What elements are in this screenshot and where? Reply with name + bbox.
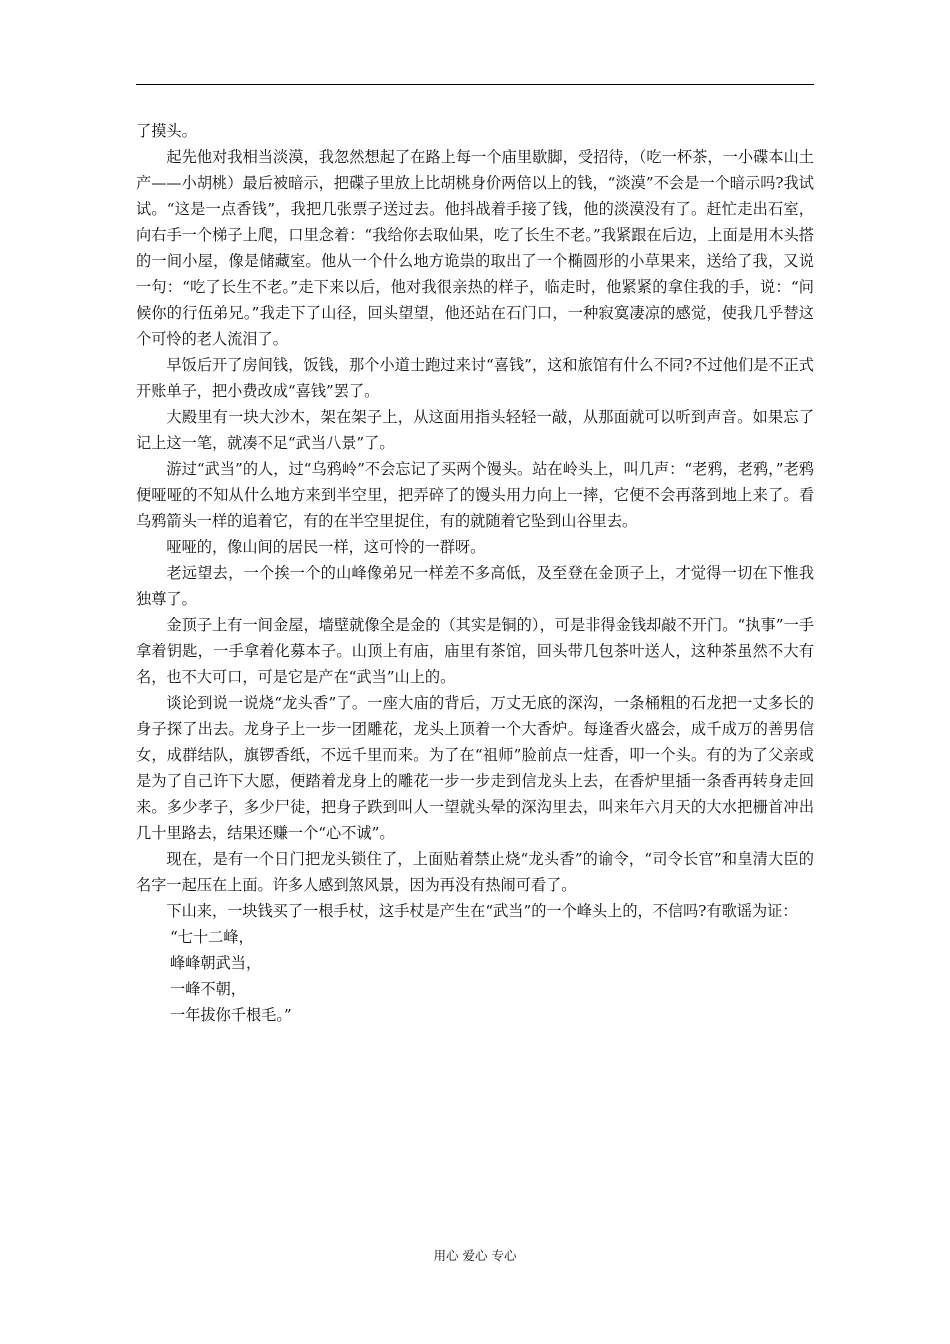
paragraph: 哑哑的，像山间的居民一样，这可怜的一群呀。	[166, 538, 486, 556]
header-rule	[136, 84, 814, 85]
paragraph: 下山来，一块钱买了一根手杖，这手杖是产生在“武当”的一个峰头上的，不信吗?有歌谣为证：	[166, 902, 798, 920]
paragraph: 游过“武当”的人，过“乌鸦岭”不会忘记了买两个馒头。站在岭头上，叫几声：“老鸦，老鸦，”老鸦便哑哑的不知从什么地方来到半空里，把弄碎了的馒头用力向上一摔，它便不会再落到地上来了。看乌鸦箭头一样的追着它，有的在半空里捉住，有的就随着它坠到山谷里去。	[136, 460, 814, 530]
paragraph: 现在，是有一个日门把龙头锁住了，上面贴着禁止烧“龙头香”的谕令，“司令长官”和皇清大臣的名字一起压在上面。许多人感到煞风景，因为再没有热闹可看了。	[136, 850, 814, 894]
poem-line: 峰峰朝武当，	[170, 954, 262, 972]
paragraph: 大殿里有一块大沙木，架在架子上，从这面用指头轻轻一敲，从那面就可以听到声音。如果忘了记上这一笔，就凑不足“武当八景”了。	[136, 408, 814, 452]
paragraph: 金顶子上有一间金屋，墙壁就像全是金的（其实是铜的），可是非得金钱却敲不开门。“执事”一手拿着钥匙，一手拿着化募本子。山顶上有庙，庙里有茶馆，回头带几包茶叶送人，这种茶虽然不大有名，也不大可口，可是它是产在“武当”山上的。	[136, 616, 814, 686]
paragraph: 早饭后开了房间钱，饭钱，那个小道士跑过来讨“喜钱”，这和旅馆有什么不同?不过他们是不正式开账单子，把小费改成“喜钱”罢了。	[136, 356, 814, 400]
folk-song	[136, 924, 814, 1028]
paragraph: 老远望去，一个挨一个的山峰像弟兄一样差不多高低，及至登在金顶子上，才觉得一切在下惟我独尊了。	[136, 564, 814, 608]
paragraph: 起先他对我相当淡漠，我忽然想起了在路上每一个庙里歇脚，受招待，（吃一杯茶，一小碟本山土产——小胡桃）最后被暗示，把碟子里放上比胡桃身价两倍以上的钱，“淡漠”不会是一个暗示吗?我试试。“这是一点香钱”，我把几张票子送过去。他抖战着手接了钱，他的淡漠没有了。赶忙走出石室，向右手一个梯子上爬，口里念着：“我给你去取仙果，吃了长生不老。”我紧跟在后边，上面是用木头搭的一间小屋，像是储藏室。他从一个什么地方诡祟的取出了一个椭圆形的小草果来，送给了我，又说一句：“吃了长生不老。”走下来以后，他对我很亲热的样子，临走时，他紧紧的拿住我的手，说：“问候你的行伍弟兄。”我走下了山径，回头望望，他还站在石门口，一种寂寞凄凉的感觉，使我几乎替这个可怜的老人流泪了。	[136, 148, 814, 348]
paragraph: 谈论到说一说烧“龙头香”了。一座大庙的背后，万丈无底的深沟，一条桶粗的石龙把一丈多长的身子探了出去。龙身子上一步一团雕花，龙头上顶着一个大香炉。每逢香火盛会，成千成万的善男信女，成群结队，旗锣香纸，不远千里而来。为了在“祖师”脸前点一炷香，叩一个头。有的为了父亲或是为了自己许下大愿，便踏着龙身上的雕花一步一步走到信龙头上去，在香炉里插一条香再转身走回来。多少孝子，多少尸徒，把身子跌到叫人一望就头晕的深沟里去，叫来年六月天的大水把栅首冲出几十里路去，结果还赚一个“心不诚”。	[136, 694, 814, 842]
poem-line: “七十二峰，	[170, 928, 254, 946]
poem-line: 一年拔你千根毛。”	[170, 1006, 292, 1024]
poem-line: 一峰不朝，	[170, 980, 246, 998]
paragraph: 了摸头。	[136, 122, 197, 140]
document-body	[136, 118, 814, 1028]
page-footer: 用心 爱心 专心	[433, 1248, 517, 1263]
